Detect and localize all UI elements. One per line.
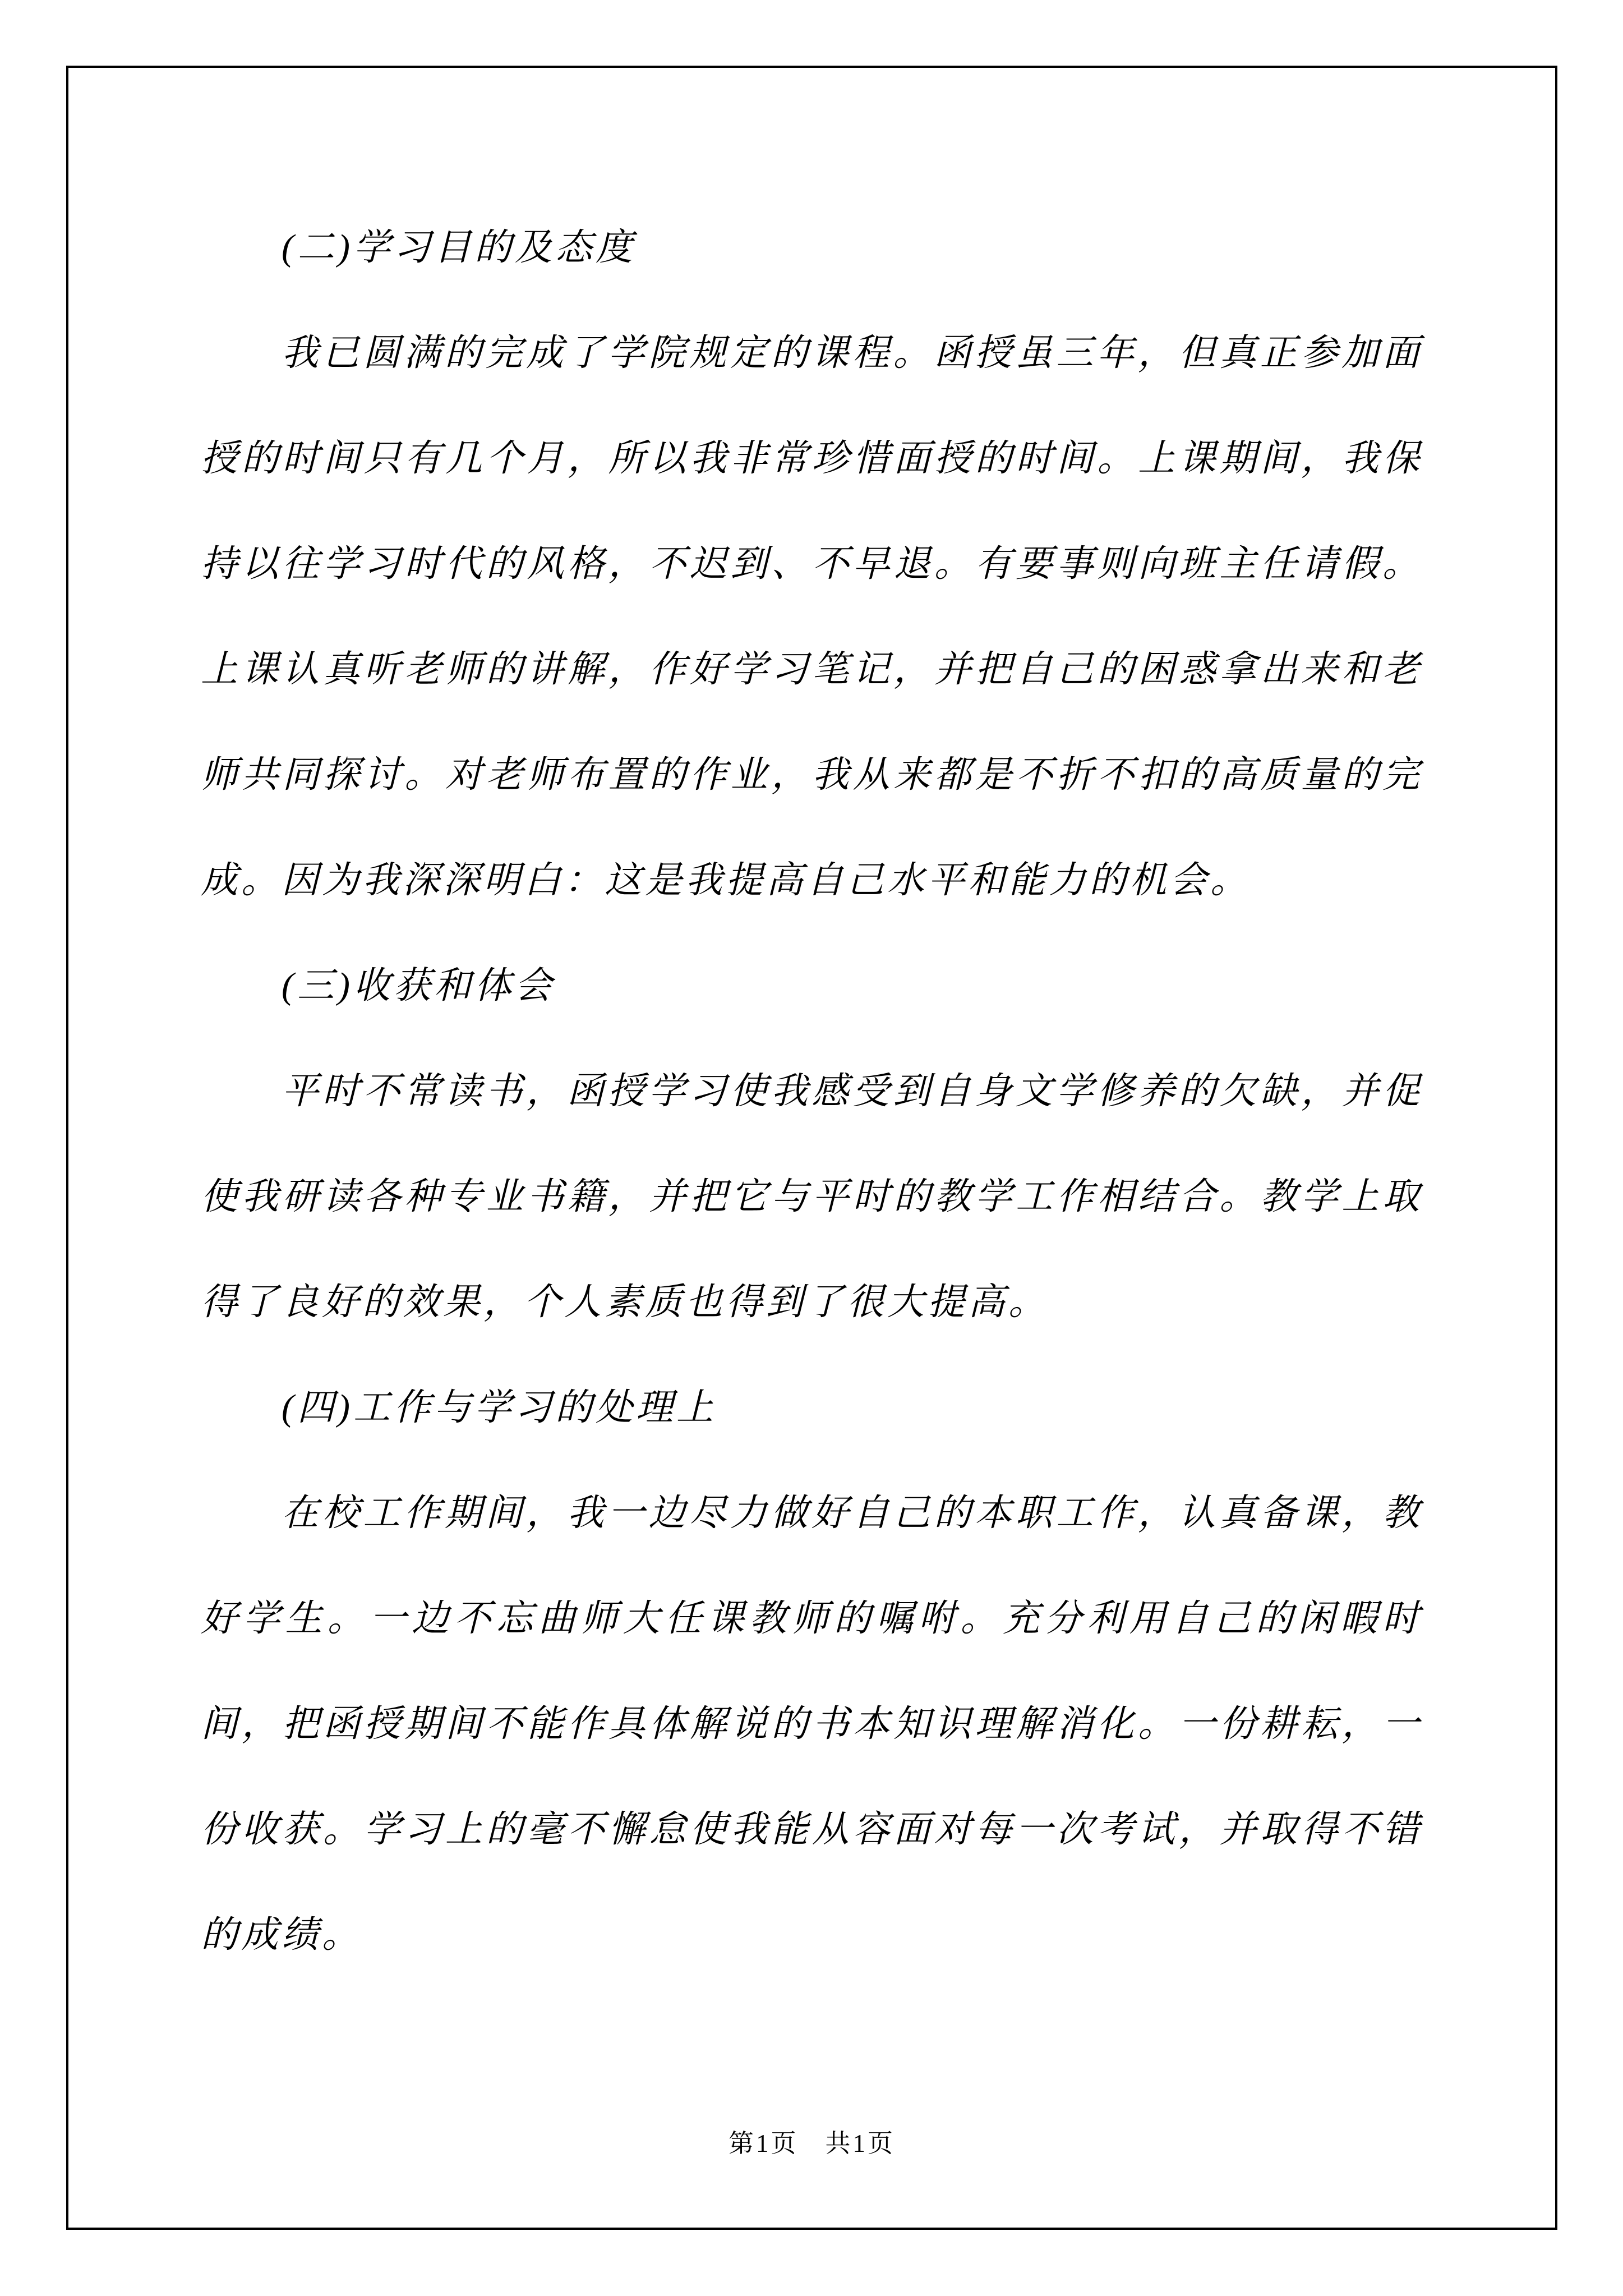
section-heading-2: (二)学习目的及态度: [282, 227, 636, 268]
section-heading-4: (四)工作与学习的处理上: [282, 1387, 717, 1428]
page-border-frame: [66, 66, 1557, 2230]
page-footer: [68, 2129, 1555, 2158]
document-body: [201, 195, 1423, 1988]
section-paragraph-2: 我已圆满的完成了学院规定的课程。函授虽三年，但真正参加面授的时间只有几个月，所以我非常珍惜面授的时间。上课期间，我保持以往学习时代的风格，不迟到、不早退。有要事则向班主任请假。上课认真听老师的讲解，作好学习笔记，并把自己的困惑拿出来和老师共同探讨。对老师布置的作业，我从来都是不折不扣的高质量的完成。因为我深深明白：这是我提高自己水平和能力的机会。: [201, 333, 1423, 901]
section-paragraph-4: 在校工作期间，我一边尽力做好自己的本职工作，认真备课，教好学生。一边不忘曲师大任课教师的嘱咐。充分利用自己的闲暇时间，把函授期间不能作具体解说的书本知识理解消化。一份耕耘，一份收获。学习上的毫不懈怠使我能从容面对每一次考试，并取得不错的成绩。: [201, 1493, 1423, 1955]
section-heading-3: (三)收获和体会: [282, 965, 555, 1006]
section-paragraph-3: 平时不常读书，函授学习使我感受到自身文学修养的欠缺，并促使我研读各种专业书籍，并把它与平时的教学工作相结合。教学上取得了良好的效果，个人素质也得到了很大提高。: [201, 1071, 1423, 1323]
page-number-label: 第1页: [728, 2129, 799, 2157]
page-total-label: 共1页: [825, 2129, 896, 2157]
